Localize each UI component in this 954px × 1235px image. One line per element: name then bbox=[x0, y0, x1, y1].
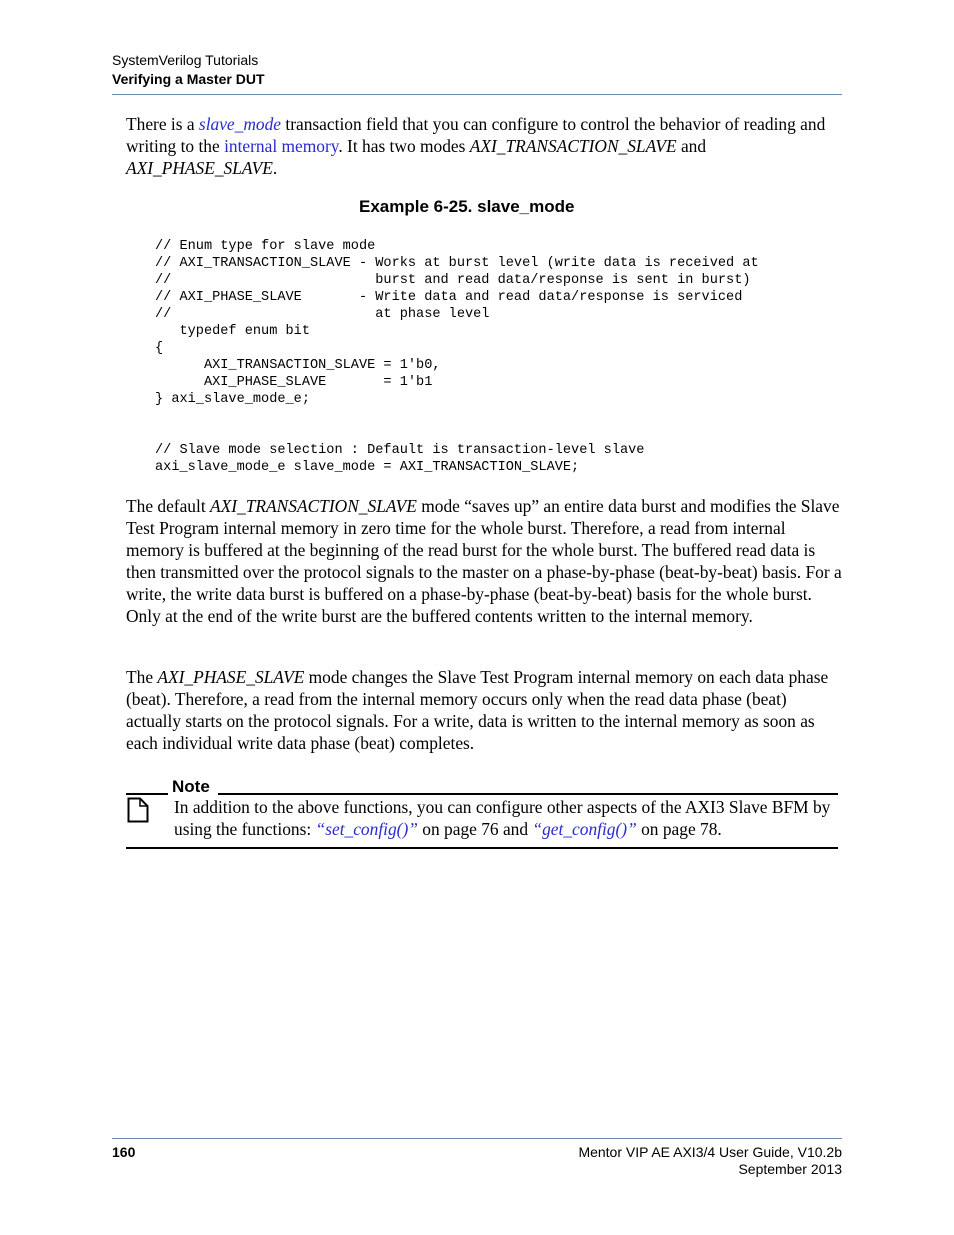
mode-transaction-slave: AXI_TRANSACTION_SLAVE bbox=[469, 136, 677, 156]
note-page-icon bbox=[127, 797, 149, 823]
para3-text-2: mode changes the Slave Test Program internal memory on each data phase (beat). Therefore, a read from the internal memory occurs only when the read data phase (beat) actually starts on the protocol signals. For a write, data is written to the internal memory as soon as each individual write data phase (beat) completes. bbox=[126, 667, 829, 753]
intro-text-1: There is a bbox=[126, 114, 199, 134]
transaction-slave-paragraph bbox=[126, 495, 842, 627]
internal-memory-link[interactable]: internal memory bbox=[224, 136, 339, 156]
note-label: Note bbox=[172, 777, 210, 796]
header-subsection: Verifying a Master DUT bbox=[112, 71, 265, 87]
footer-doc-title: Mentor VIP AE AXI3/4 User Guide, V10.2b bbox=[578, 1144, 842, 1160]
mode-phase-slave: AXI_PHASE_SLAVE bbox=[126, 158, 273, 178]
get-config-link[interactable]: “get_config()” bbox=[532, 819, 637, 839]
note-text-1: In addition to the above functions, you can configure other aspects of the AXI3 Slave BFM by using the functions: bbox=[174, 797, 831, 839]
note-rule-bottom bbox=[126, 847, 838, 849]
phase-slave-paragraph bbox=[126, 666, 842, 754]
para3-text-1: The bbox=[126, 667, 158, 687]
footer-info bbox=[578, 1144, 842, 1178]
footer-rule bbox=[112, 1138, 842, 1139]
note-rule-left bbox=[126, 793, 168, 795]
para3-mode: AXI_PHASE_SLAVE bbox=[157, 667, 305, 687]
code-block: // Enum type for slave mode // AXI_TRANSACTION_SLAVE - Works at burst level (write data is received at // burst and read data/response is sent in burst) // AXI_PHASE_SLAVE - Write data and read data/response is serviced // at phase level typedef enum bit { AXI_TRANSACTION_SLAVE = 1'b0, AXI_PHASE_SLAVE = 1'b1 } axi_slave_mode_e; // Slave mode selection : Default is transaction-level slave axi_slave_mode_e slave_mode = AXI_TRANSACTION_SLAVE; bbox=[155, 239, 759, 475]
example-title: Example 6-25. slave_mode bbox=[359, 197, 575, 216]
intro-paragraph bbox=[126, 113, 842, 179]
intro-text-5: . bbox=[272, 158, 278, 178]
note-text-2: on page 76 and bbox=[417, 819, 533, 839]
set-config-link[interactable]: “set_config()” bbox=[315, 819, 418, 839]
intro-text-2: transaction field that you can configure to control the behavior of reading and writing to the bbox=[126, 114, 826, 156]
slave-mode-link[interactable]: slave_mode bbox=[198, 114, 282, 134]
intro-text-4: and bbox=[676, 136, 707, 156]
note-text-3: on page 78. bbox=[636, 819, 722, 839]
note-text bbox=[174, 796, 838, 840]
para2-text-1: The default bbox=[126, 496, 211, 516]
note-rule-right bbox=[218, 793, 838, 795]
page-number: 160 bbox=[112, 1144, 136, 1160]
footer-date: September 2013 bbox=[738, 1161, 842, 1177]
header-section: SystemVerilog Tutorials bbox=[112, 52, 259, 68]
para2-mode: AXI_TRANSACTION_SLAVE bbox=[210, 496, 417, 516]
para2-text-2: mode “saves up” an entire data burst and modifies the Slave Test Program internal memory in zero time for the whole burst. Therefore, a read from internal memory is buffered at the beginning of the read burst for the whole burst. The buffered read data is then transmitted over the protocol signals to the master on a phase-by-phase (beat-by-beat) basis. For a write, the write data burst is buffered on a phase-by-phase (beat-by-beat) basis for the whole burst. Only at the end of the write burst are the buffered contents written to the internal memory. bbox=[126, 496, 842, 626]
intro-text-3: . It has two modes bbox=[338, 136, 470, 156]
header-rule bbox=[112, 94, 842, 95]
